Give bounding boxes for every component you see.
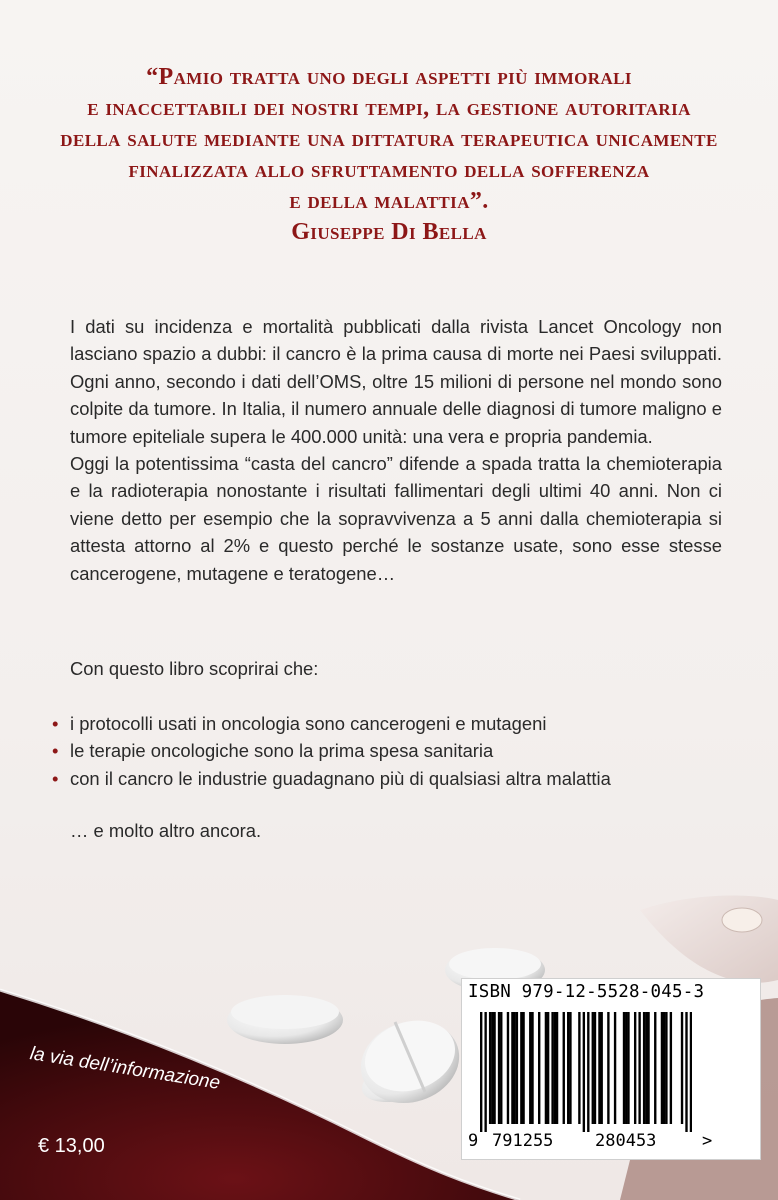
barcode-bar	[685, 1012, 687, 1132]
list-item-text: con il cancro le industrie guadagnano più di qualsiasi altra malattia	[70, 767, 611, 789]
bullet-icon: •	[52, 767, 59, 789]
barcode-bar	[654, 1012, 656, 1124]
barcode-bar	[623, 1012, 625, 1124]
list-item	[50, 765, 611, 792]
barcode-bar	[598, 1012, 600, 1124]
barcode-bar	[670, 1012, 672, 1124]
barcode-bar	[625, 1012, 627, 1124]
barcode-bar	[493, 1012, 495, 1124]
isbn-barcode	[461, 978, 761, 1160]
barcode-bar	[587, 1012, 589, 1132]
ean-first-digit: 9	[468, 1131, 479, 1151]
description-paragraph-1: I dati su incidenza e mortalità pubblicati dalla rivista Lancet Oncology non lasciano spazio a dubbi: il cancro è la prima causa di morte nei Paesi sviluppati. Ogni anno, secondo i dati dell’OMS, oltre 15 milioni di persone nel mondo sono colpite da tumore. In Italia, il numero annuale delle diagnosi di tumore maligno e tumore epiteliale supera le 400.000 unità: una vera e propria pandemia.	[70, 316, 722, 447]
barcode-bar	[556, 1012, 558, 1124]
quote-line: della salute mediante una dittatura terapeutica unicamente	[60, 126, 718, 152]
barcode-bar	[567, 1012, 569, 1124]
list-item-text: le terapie oncologiche sono la prima spesa sanitaria	[70, 740, 494, 762]
barcode-bar	[663, 1012, 665, 1124]
barcode-bar	[607, 1012, 609, 1124]
barcode-bars	[480, 1012, 692, 1132]
quote-line: “Pamio tratta uno degli aspetti più immorali	[146, 64, 632, 90]
barcode-bar	[614, 1012, 616, 1124]
quote-line: e della malattia”.	[289, 188, 489, 214]
barcode-bar	[480, 1012, 482, 1132]
barcode-bar	[634, 1012, 636, 1124]
barcode-bar	[638, 1012, 640, 1124]
barcode-bar	[601, 1012, 603, 1124]
barcode-bar	[578, 1012, 580, 1124]
price-label: € 13,00	[38, 1135, 105, 1157]
barcode-bar	[531, 1012, 533, 1124]
barcode-bar	[645, 1012, 647, 1124]
barcode-bar	[563, 1012, 565, 1124]
ean-quiet-mark: >	[702, 1131, 713, 1151]
barcode-bar	[681, 1012, 683, 1124]
barcode-bar	[498, 1012, 500, 1124]
barcode-bar	[594, 1012, 596, 1124]
barcode-bar	[547, 1012, 549, 1124]
book-description	[70, 313, 722, 587]
barcode-bar	[690, 1012, 692, 1132]
publisher-tagline: la via dell’informazione	[28, 1043, 222, 1094]
isbn-number: ISBN 979-12-5528-045-3	[468, 982, 705, 1002]
bullet-icon: •	[52, 713, 59, 734]
barcode-bar	[511, 1012, 513, 1124]
list-item	[50, 737, 611, 764]
barcode-bar	[665, 1012, 667, 1124]
bullet-icon: •	[52, 740, 59, 762]
barcode-bar	[529, 1012, 531, 1124]
highlights-list	[50, 710, 611, 792]
barcode-bar	[500, 1012, 502, 1124]
ean-right-group: 280453	[595, 1131, 657, 1151]
quote-line: finalizzata allo sfruttamento della sofferenza	[128, 157, 650, 183]
barcode-bar	[538, 1012, 540, 1124]
closing-line: … e molto altro ancora.	[70, 820, 262, 841]
barcode-bar	[569, 1012, 571, 1124]
quote-line: e inaccettabili dei nostri tempi, la gestione autoritaria	[87, 95, 691, 121]
description-paragraph-2: Oggi la potentissima “casta del cancro” difende a spada tratta la chemioterapia e la radioterapia nonostante i risultati fallimentari degli ultimi 40 anni. Non ci viene detto per esempio che la sopravvivenza a 5 anni dalla chemioterapia si attesta attorno al 2% e questo perché le sostanze usate, sono esse stesse cancerogene, mutagene e teratogene…	[70, 453, 722, 584]
barcode-bar	[513, 1012, 515, 1124]
barcode-bar	[643, 1012, 645, 1124]
back-cover-quote	[40, 62, 738, 248]
barcode-bar	[661, 1012, 663, 1124]
list-item-text: i protocolli usati in oncologia sono cancerogeni e mutageni	[70, 713, 547, 734]
barcode-bar	[520, 1012, 522, 1124]
barcode-bar	[647, 1012, 649, 1124]
barcode-bar	[507, 1012, 509, 1124]
barcode-bar	[491, 1012, 493, 1124]
barcode-bar	[484, 1012, 486, 1132]
barcode-bar	[592, 1012, 594, 1124]
ean-left-group: 791255	[492, 1131, 554, 1151]
barcode-bar	[489, 1012, 491, 1124]
list-intro: Con questo libro scoprirai che:	[70, 658, 319, 679]
quote-author: Giuseppe Di Bella	[291, 219, 487, 245]
barcode-bar	[627, 1012, 629, 1124]
barcode-bar	[522, 1012, 524, 1124]
barcode-bar	[545, 1012, 547, 1124]
list-item	[50, 710, 611, 737]
barcode-bar	[583, 1012, 585, 1132]
barcode-bar	[516, 1012, 518, 1124]
barcode-bar	[554, 1012, 556, 1124]
barcode-bar	[551, 1012, 553, 1124]
